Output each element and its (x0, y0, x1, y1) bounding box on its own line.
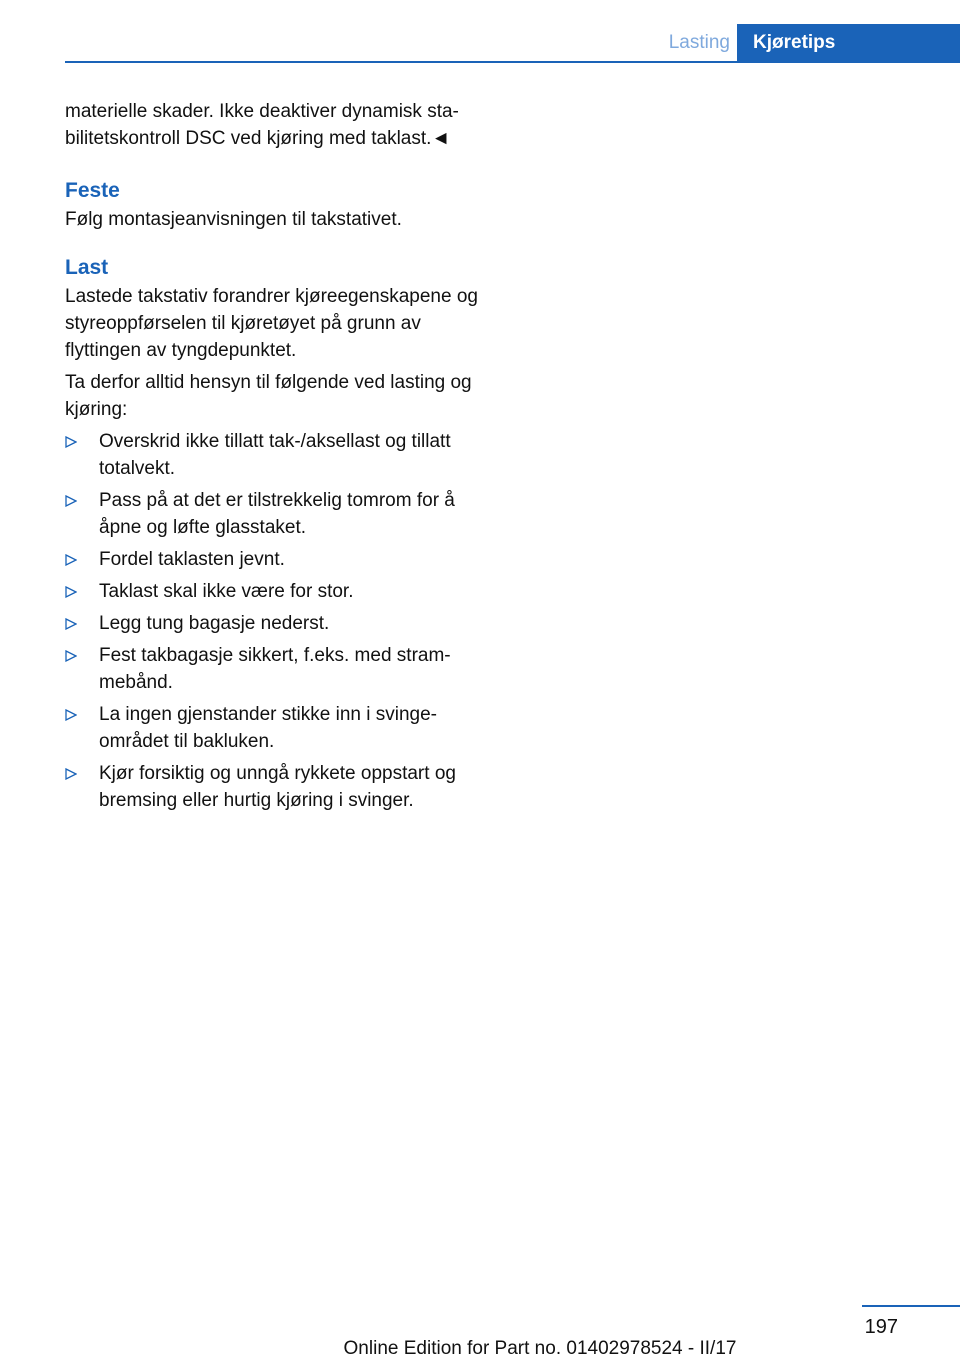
list-item (65, 428, 485, 482)
section-last (65, 253, 485, 814)
header-chapter-tab: Kjøretips (737, 24, 960, 62)
list-item-text: La ingen gjenstander stikke inn i svinge-området til bakluken. (99, 704, 437, 752)
list-item (65, 487, 485, 541)
list-item-text: Overskrid ikke tillatt tak-/aksellast og tillatt totalvekt. (99, 431, 451, 479)
list-item (65, 546, 485, 573)
list-item-text: Fordel taklasten jevnt. (99, 549, 285, 570)
triangle-bullet-icon (65, 436, 77, 448)
list-item (65, 701, 485, 755)
header-section-label: Lasting (668, 32, 730, 53)
triangle-bullet-icon (65, 768, 77, 780)
main-column (65, 98, 485, 819)
section-feste (65, 176, 485, 233)
list-item-text: Legg tung bagasje nederst. (99, 613, 330, 634)
list-item-text: Fest takbagasje sikkert, f.eks. med stram-mebånd. (99, 645, 451, 693)
triangle-bullet-icon (65, 495, 77, 507)
bullet-list (65, 428, 485, 814)
list-item (65, 610, 485, 637)
last-paragraph-1: Lastede takstativ forandrer kjøreegenskapene og styreoppførselen til kjøretøyet på grunn av flyttingen av tyngdepunktet. (65, 286, 478, 361)
last-paragraph-2: Ta derfor alltid hensyn til følgende ved lasting og kjøring: (65, 372, 472, 420)
footer-rule (862, 1305, 960, 1307)
triangle-bullet-icon (65, 618, 77, 630)
list-item (65, 578, 485, 605)
page-number: 197 (864, 1316, 898, 1338)
triangle-bullet-icon (65, 709, 77, 721)
list-item (65, 642, 485, 696)
list-item-text: Kjør forsiktig og unngå rykkete oppstart og bremsing eller hurtig kjøring i svinger. (99, 763, 456, 811)
list-item-text: Pass på at det er tilstrekkelig tomrom for å åpne og løfte glasstaket. (99, 490, 455, 538)
feste-text: Følg montasjeanvisningen til takstativet. (65, 209, 402, 230)
edition-note: Online Edition for Part no. 01402978524 - II/17 (343, 1338, 737, 1359)
triangle-bullet-icon (65, 650, 77, 662)
heading-last: Last (65, 256, 109, 279)
list-item (65, 760, 485, 814)
triangle-bullet-icon (65, 554, 77, 566)
heading-feste: Feste (65, 179, 120, 202)
triangle-bullet-icon (65, 586, 77, 598)
continuation-text: materielle skader. Ikke deaktiver dynamisk sta-bilitetskontroll DSC ved kjøring med taklast.◄ (65, 101, 459, 149)
list-item-text: Taklast skal ikke være for stor. (99, 581, 354, 602)
